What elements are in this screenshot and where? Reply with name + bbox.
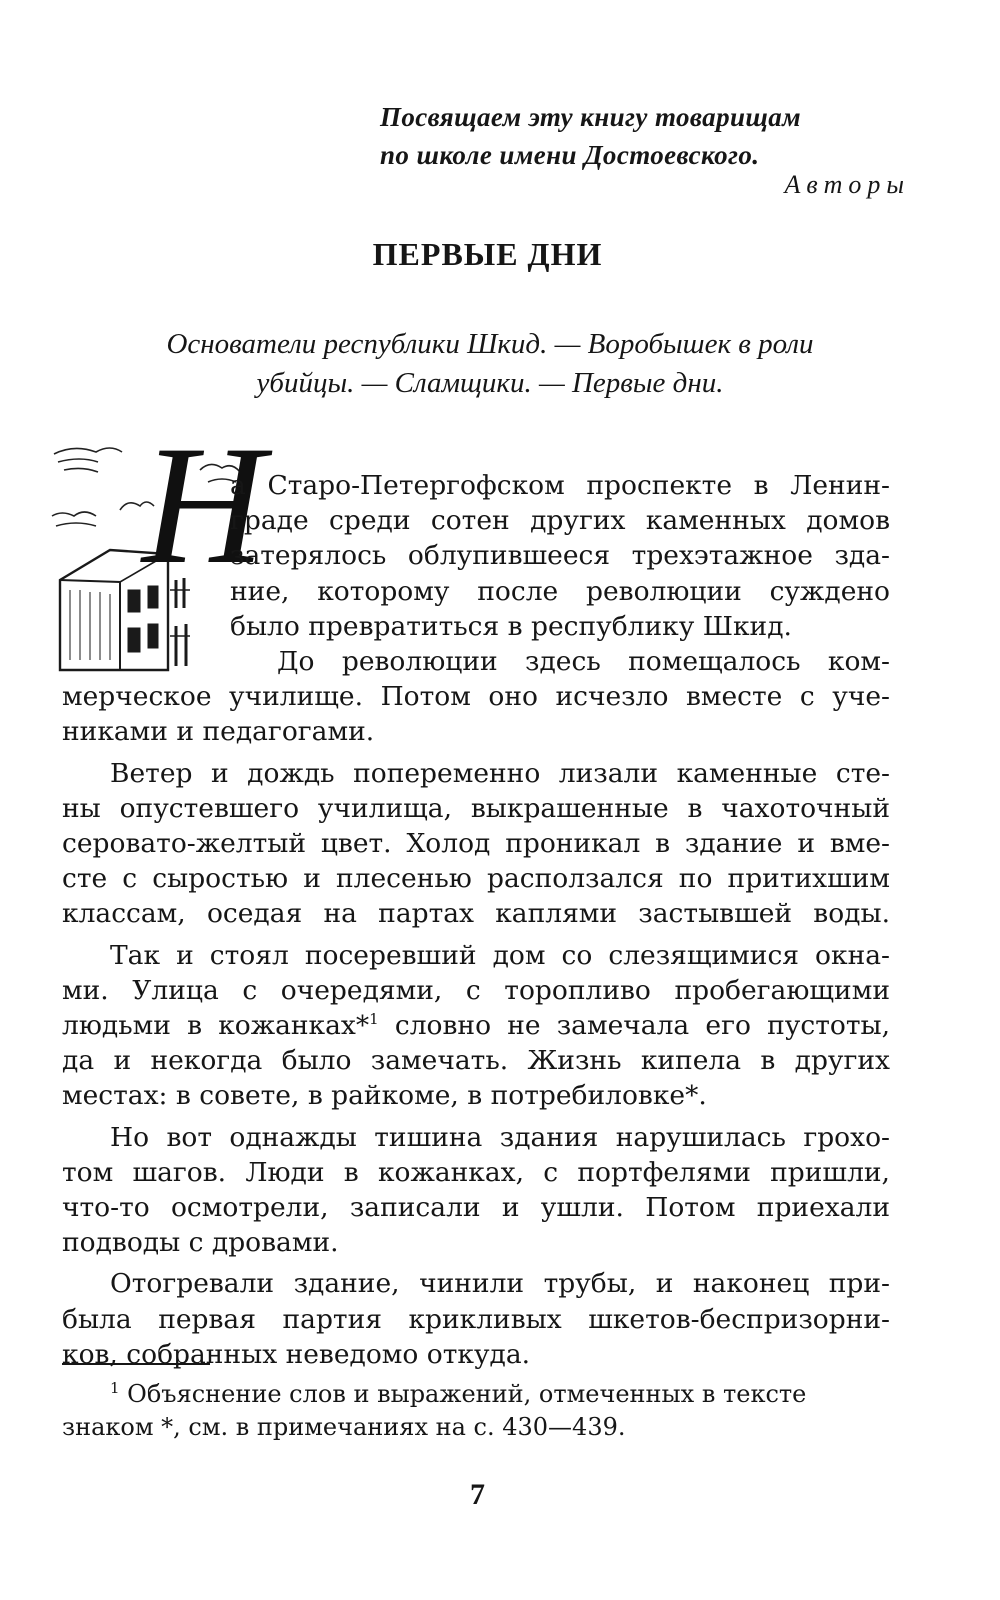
footnote-text: Объяснение слов и выражений, отмеченных в тексте	[119, 1380, 807, 1408]
page-number: 7	[470, 1478, 485, 1511]
chapter-title: ПЕРВЫЕ ДНИ	[372, 236, 603, 272]
dedication-line: Посвящаем эту книгу товарищам	[380, 102, 802, 132]
body-line: что-то осмотрели, записали и ушли. Потом приехали	[62, 1192, 890, 1224]
body-line: Но вот однажды тишина здания нарушилась грохо-	[110, 1121, 890, 1153]
body-line: том шагов. Люди в кожанках, с портфелями пришли,	[62, 1156, 890, 1188]
dedication-signature: Авторы	[784, 170, 910, 199]
body-line: Так и стоял посеревший дом со слезящимися окна-	[110, 939, 890, 971]
footnote-reference[interactable]: 1	[369, 1010, 379, 1029]
body-line: местах: в совете, в райкоме, в потребиловке*.	[62, 1080, 707, 1112]
footnote-marker: 1	[110, 1379, 120, 1397]
footnote	[62, 1378, 890, 1444]
body-line: сте с сыростью и плесенью расползался по притихшим	[62, 863, 890, 895]
body-line: ны опустевшего училища, выкрашенные в чахоточный	[62, 792, 890, 824]
body-line: была первая партия крикливых шкетов-беспризорни-	[62, 1303, 890, 1335]
body-line-with-footnote	[62, 1008, 890, 1043]
body-line: классам, оседая на партах каплями застывшей воды.	[62, 898, 890, 930]
body-line: да и некогда было замечать. Жизнь кипела в других	[62, 1045, 890, 1077]
body-line: граде среди сотен других каменных домов	[230, 505, 890, 537]
body-line: а Старо-Петергофском проспекте в Ленин-	[230, 470, 890, 501]
chapter-epigraph	[60, 325, 920, 403]
dedication-line: по школе имени Достоевского.	[380, 140, 760, 170]
body-line: ми. Улица с очередями, с торопливо пробегающими	[62, 974, 890, 1006]
body-line: ков, собранных неведомо откуда.	[62, 1338, 531, 1370]
body-line: затерялось облупившееся трехэтажное зда-	[230, 540, 890, 572]
body-line-part: словно не замечала его пустоты,	[378, 1010, 890, 1042]
epigraph-line: Основатели республики Шкид. — Воробышек в роли	[166, 328, 814, 360]
dedication	[380, 98, 920, 174]
footnote-line	[62, 1378, 890, 1411]
body-line: До революции здесь помещалось ком-	[277, 646, 890, 678]
body-line: никами и педагогами.	[62, 716, 375, 748]
drop-cap-letter: Н	[142, 411, 265, 599]
chapter-body	[62, 468, 890, 1372]
body-line: ние, которому после революции суждено	[230, 575, 890, 607]
epigraph-line: убийцы. — Сламщики. — Первые дни.	[256, 367, 724, 399]
body-line-part: людьми в кожанках*	[62, 1010, 370, 1042]
body-line: Ветер и дождь попеременно лизали каменные сте-	[110, 757, 890, 789]
body-line: серовато-желтый цвет. Холод проникал в здание и вме-	[62, 828, 890, 860]
footnote-divider	[62, 1363, 210, 1365]
body-line: Отогревали здание, чинили трубы, и наконец при-	[110, 1268, 890, 1300]
footnote-line: знаком *, см. в примечаниях на с. 430—439.	[62, 1413, 626, 1441]
body-line: подводы с дровами.	[62, 1227, 339, 1259]
body-line: было превратиться в республику Шкид.	[230, 610, 792, 642]
body-line: мерческое училище. Потом оно исчезло вместе с уче-	[62, 681, 890, 713]
